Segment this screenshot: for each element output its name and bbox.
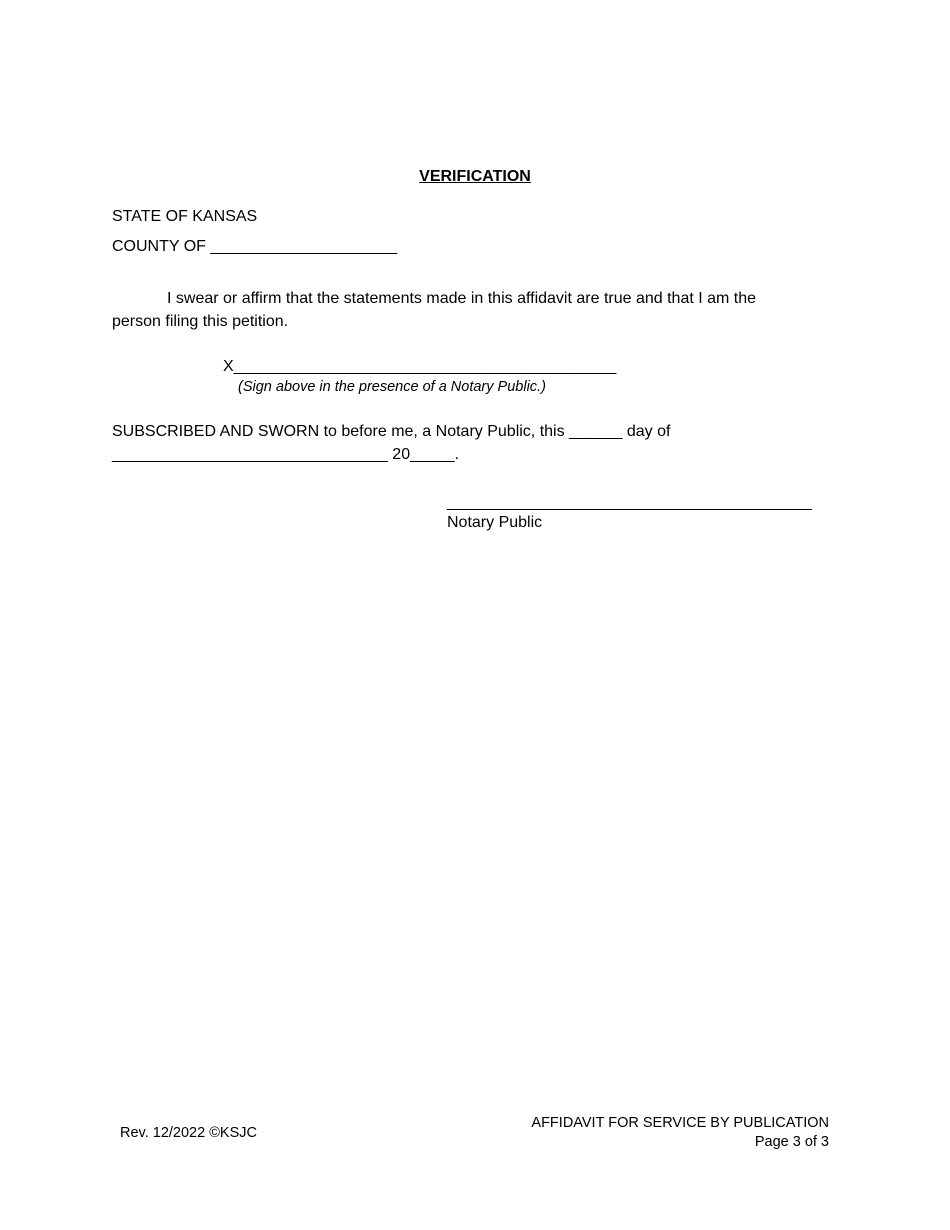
notary-label: Notary Public: [447, 514, 543, 531]
affirmation-line-1: I swear or affirm that the statements made in this affidavit are true and that I am the: [167, 290, 757, 307]
signature-line: X___________________________________________: [223, 358, 617, 375]
footer-page-number: Page 3 of 3: [754, 1134, 829, 1150]
footer-form-title: AFFIDAVIT FOR SERVICE BY PUBLICATION: [531, 1115, 829, 1131]
sworn-line-1: SUBSCRIBED AND SWORN to before me, a Notary Public, this ______ day of: [112, 423, 671, 440]
signature-instruction: (Sign above in the presence of a Notary Public.): [238, 379, 546, 395]
sworn-line-2: _______________________________ 20_____.: [112, 446, 460, 463]
state-line: STATE OF KANSAS: [112, 208, 258, 225]
county-line: COUNTY OF _____________________: [112, 238, 398, 255]
footer-revision: Rev. 12/2022 ©KSJC: [120, 1125, 257, 1141]
page-title: VERIFICATION: [419, 168, 531, 185]
affirmation-line-2: person filing this petition.: [112, 313, 289, 330]
notary-signature-line: _________________________________________: [447, 494, 812, 511]
